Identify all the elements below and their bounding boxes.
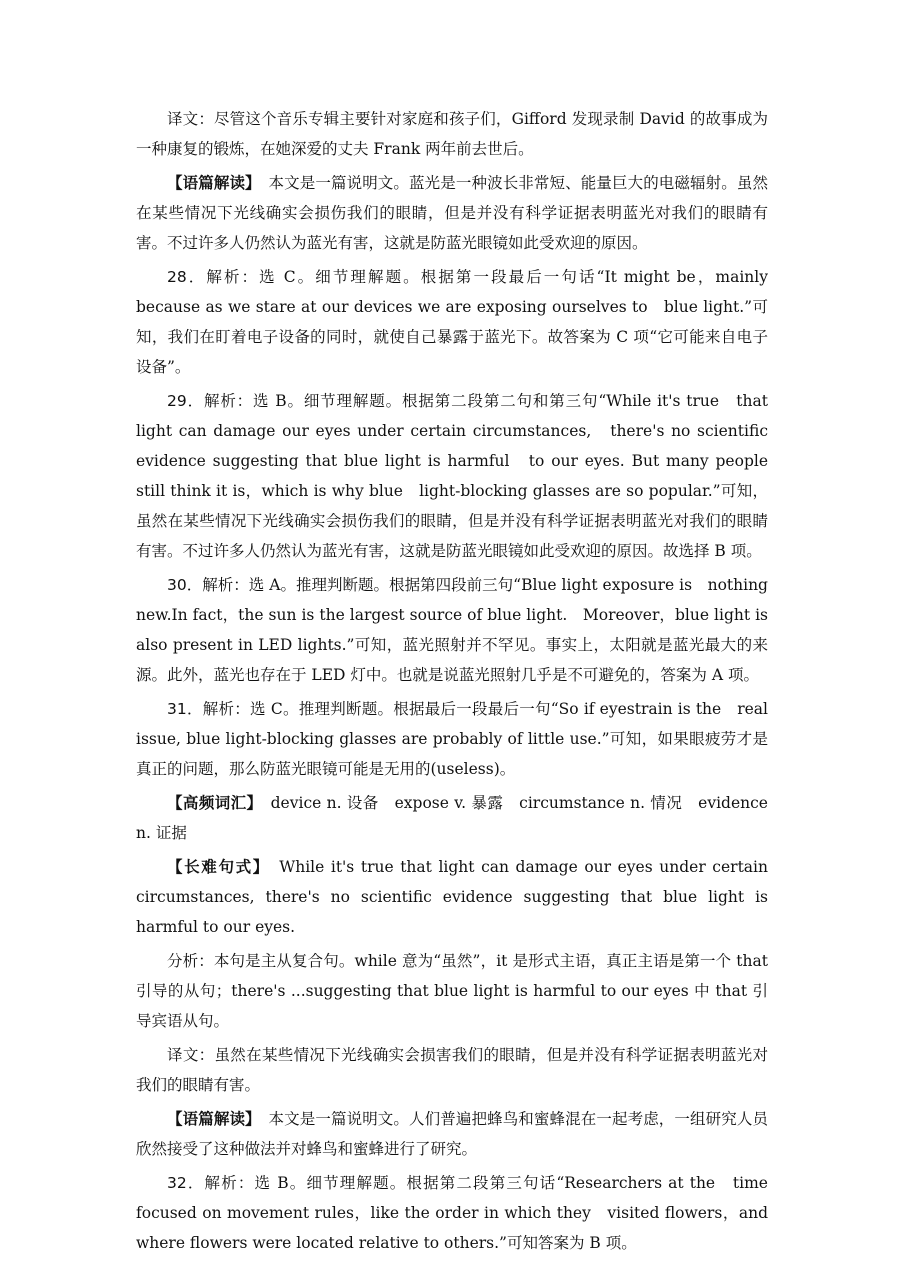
paragraph-translation-1 (136, 104, 768, 164)
paragraph-analysis-30 (136, 570, 768, 690)
paragraph-label: 分析： (167, 952, 214, 970)
paragraph-label: 28．解析： (167, 268, 260, 286)
paragraph-sentence-analysis (136, 946, 768, 1036)
paragraph-text: 本文是一篇说明文。人们普遍把蜂鸟和蜜蜂混在一起考虑，一组研究人员欣然接受了这种做法并对蜂鸟和蜜蜂进行了研究。 (136, 1110, 768, 1158)
paragraph-label: 30．解析： (167, 576, 249, 594)
paragraph-label: 31．解析： (167, 700, 250, 718)
paragraph-translation-2 (136, 1040, 768, 1100)
paragraph-label: 【语篇解读】 (167, 1110, 253, 1128)
paragraph-analysis-28 (136, 262, 784, 382)
paragraph-text: 选 A。推理判断题。根据第四段前三句“Blue light exposure is nothing new.In fact，the sun is the largest source of blue light. Moreover，blue light is also present in LED lights.”可知，蓝光照射并不罕见。事实上，太阳就是蓝光最大的来源。此外，蓝光也存在于 LED 灯中。也就是说蓝光照射几乎是不可避免的，答案为 A 项。 (136, 576, 768, 684)
paragraph-label: 29．解析： (167, 392, 254, 410)
paragraph-vocabulary (136, 788, 768, 848)
paragraph-text: 本句是主从复合句。while 意为“虽然”，it 是形式主语，真正主语是第一个 that 引导的从句；there's ...suggesting that blue light is harmful to our eyes 中 that 引导宾语从句。 (136, 952, 768, 1030)
paragraph-text: While it's true that light can damage our eyes under certain circumstances, there's no scientific evidence suggesting that blue light is harmful to our eyes. (136, 858, 768, 936)
paragraph-text: device n. 设备 expose v. 暴露 circumstance n. 情况 evidence n. 证据 (136, 794, 768, 842)
paragraph-text: 本文是一篇说明文。蓝光是一种波长非常短、能量巨大的电磁辐射。虽然在某些情况下光线确实会损伤我们的眼睛，但是并没有科学证据表明蓝光对我们的眼睛有害。不过许多人仍然认为蓝光有害，这就是防蓝光眼镜如此受欢迎的原因。 (136, 174, 768, 252)
paragraph-label: 32．解析： (167, 1174, 255, 1192)
paragraph-label: 【语篇解读】 (167, 174, 253, 192)
paragraph-text: 选 C。推理判断题。根据最后一段最后一句“So if eyestrain is the real issue, blue light-blocking glasses are probably of little use.”可知，如果眼疲劳才是真正的问题，那么防蓝光眼镜可能是无用的(useless)。 (136, 700, 768, 778)
paragraph-discourse-reading-1 (136, 168, 768, 258)
paragraph-long-sentence (136, 852, 768, 942)
paragraph-discourse-reading-2 (136, 1104, 768, 1164)
paragraph-text: 选 C。细节理解题。根据第一段最后一句话“It might be，mainly because as we stare at our devices we are exposing ourselves to blue light.”可知，我们在盯着电子设备的同时，就使自己暴露于蓝光下。故答案为 C 项“它可能来自电子设备”。 (136, 268, 784, 376)
paragraph-analysis-29 (136, 386, 768, 566)
paragraph-label: 【高频词汇】 (167, 794, 255, 812)
paragraph-label: 【长难句式】 (167, 858, 263, 876)
paragraph-text: 虽然在某些情况下光线确实会损害我们的眼睛，但是并没有科学证据表明蓝光对我们的眼睛有害。 (136, 1046, 768, 1094)
paragraph-label: 译文： (167, 1046, 215, 1064)
paragraph-analysis-31 (136, 694, 768, 784)
paragraph-text: 选 B。细节理解题。根据第二段第二句和第三句“While it's true that light can damage our eyes under certain circumstances, there's no scientific evidence suggesting that blue light is harmful to our eyes. But many people still think it is，which is why blue light-blocking glasses are so popular.”可知，虽然在某些情况下光线确实会损伤我们的眼睛，但是并没有科学证据表明蓝光对我们的眼睛有害。不过许多人仍然认为蓝光有害，这就是防蓝光眼镜如此受欢迎的原因。故选择 B 项。 (136, 392, 768, 560)
paragraph-label: 译文： (167, 110, 214, 128)
paragraph-analysis-32 (136, 1168, 768, 1258)
paragraph-text: 尽管这个音乐专辑主要针对家庭和孩子们，Gifford 发现录制 David 的故事成为一种康复的锻炼，在她深爱的丈夫 Frank 两年前去世后。 (136, 110, 768, 158)
paragraph-text: 选 B。细节理解题。根据第二段第三句话“Researchers at the time focused on movement rules，like the order in which they visited flowers，and where flowers were located relative to others.”可知答案为 B 项。 (136, 1174, 768, 1252)
